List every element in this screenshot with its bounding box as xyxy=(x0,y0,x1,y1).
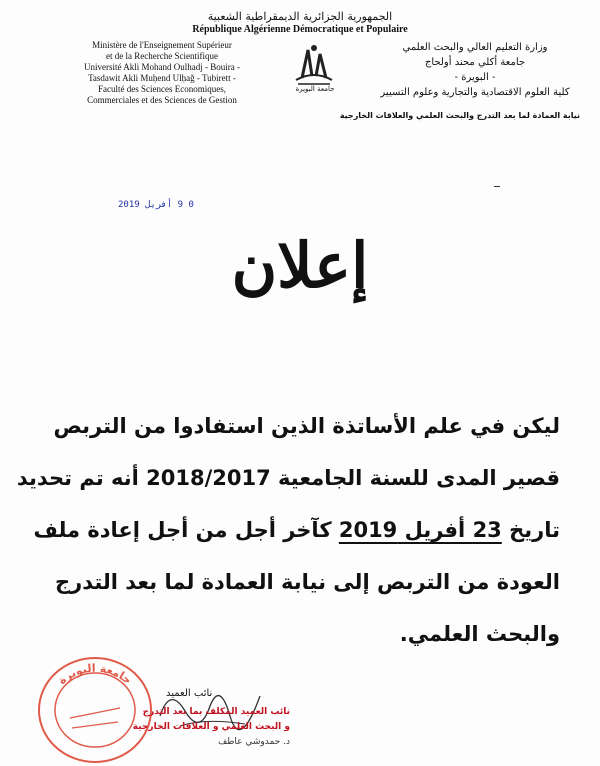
date-stamp: 0 9 أفريل 2019 xyxy=(118,200,194,210)
faculty-line: Commerciales et des Sciences de Gestion xyxy=(87,95,237,105)
ministry-line-ar: وزارة التعليم العالي والبحث العلمي xyxy=(402,42,548,53)
deadline-date: 23 أفريل 2019 xyxy=(338,518,502,542)
body-line: قصير المدى للسنة الجامعية 2018/2017 أنه تم تحديد xyxy=(16,466,560,490)
signature-name: د. حمدوشي عاطف xyxy=(217,737,290,747)
logo-caption: جامعة البويرة xyxy=(295,85,335,93)
university-line: Université Akli Mohand Oulhadj - Bouira - xyxy=(84,62,240,72)
faculty-line-ar: كلية العلوم الاقتصادية والتجارية وعلوم التسيير xyxy=(380,87,570,98)
signature-block xyxy=(100,705,290,750)
university-line-ar: جامعة أكلي محند أولحاج xyxy=(424,57,526,68)
university-logo-icon xyxy=(288,40,340,88)
signature-title: نائب العميد xyxy=(166,688,213,699)
city-line-ar: - البويرة - xyxy=(454,72,496,83)
university-line-berber: Tasdawit Akli Muḥend Ulḥağ - Tubirett - xyxy=(88,73,236,83)
body-line: العودة من التربص إلى نيابة العمادة لما بعد التدرج xyxy=(54,570,560,594)
announcement-body xyxy=(16,400,560,660)
ministry-line: Ministère de l'Enseignement Supérieur xyxy=(92,40,232,50)
ministry-line: et de la Recherche Scientifique xyxy=(106,51,218,61)
signature-line: و البحث العلمي و العلاقات الخارجية xyxy=(132,722,290,732)
signature-line: نائب العميد المكلف بما بعد التدرج xyxy=(142,707,290,717)
republic-arabic: الجمهورية الجزائرية الديمقراطية الشعبية xyxy=(207,10,393,23)
body-line xyxy=(33,504,560,556)
body-line: والبحث العلمي. xyxy=(399,622,560,646)
header-left-french xyxy=(52,40,272,106)
stamp-text: جامعة البويرة xyxy=(55,661,135,688)
header-right-arabic xyxy=(370,40,580,100)
page-title: إعلان xyxy=(231,229,369,302)
body-line: ليكن في علم الأساتذة الذين استفادوا من التربص xyxy=(53,414,560,438)
vice-deanship-line: نيابة العمادة لما بعد التدرج والبحث العلمي والعلاقات الخارجية xyxy=(339,111,580,120)
body-text: كآخر أجل من أجل إعادة ملف xyxy=(33,518,339,542)
body-text: تاريخ xyxy=(501,518,560,542)
faculty-line: Faculté des Sciences Economiques, xyxy=(98,84,226,94)
divider xyxy=(494,186,500,187)
republic-french: République Algérienne Démocratique et Populaire xyxy=(192,24,408,35)
